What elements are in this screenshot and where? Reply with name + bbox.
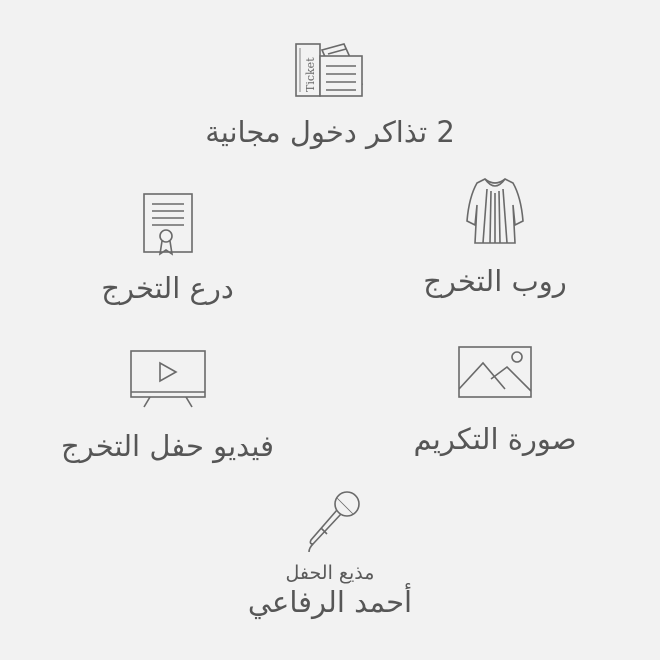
graduation-robe-icon bbox=[463, 175, 527, 247]
svg-text:Ticket: Ticket bbox=[304, 57, 317, 92]
robe-label: روب التخرج bbox=[423, 264, 567, 298]
benefit-tickets bbox=[160, 40, 500, 150]
benefit-video bbox=[40, 348, 295, 464]
host-name: أحمد الرفاعي bbox=[247, 585, 413, 619]
ticket-icon bbox=[292, 40, 368, 98]
tv-play-icon bbox=[128, 348, 208, 410]
image-icon bbox=[457, 345, 533, 399]
benefit-robe bbox=[400, 175, 590, 299]
host-title: مذيع الحفل bbox=[285, 562, 375, 584]
photo-label: صورة التكريم bbox=[413, 422, 577, 456]
benefit-photo bbox=[395, 345, 595, 457]
shield-label: درع التخرج bbox=[101, 271, 234, 305]
tickets-label: 2 تذاكر دخول مجانية bbox=[205, 115, 455, 149]
benefit-shield bbox=[70, 190, 265, 306]
benefit-host bbox=[240, 488, 420, 618]
video-label: فيديو حفل التخرج bbox=[61, 429, 274, 463]
certificate-icon bbox=[140, 190, 196, 258]
microphone-icon bbox=[297, 488, 363, 554]
